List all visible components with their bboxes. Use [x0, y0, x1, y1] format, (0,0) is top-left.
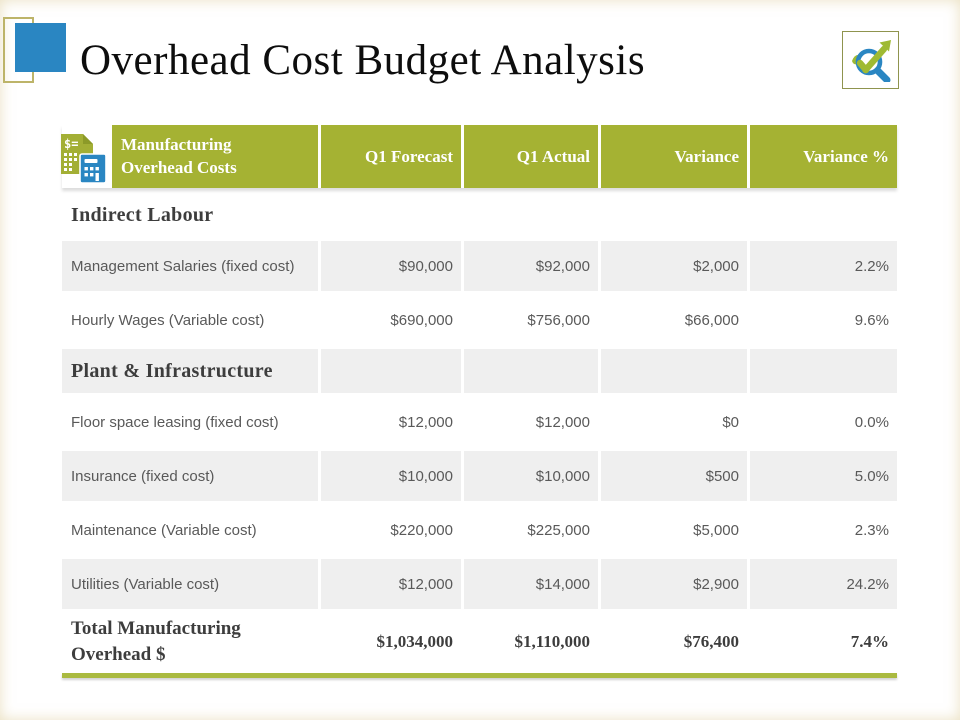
row-label: Floor space leasing (fixed cost) — [71, 413, 279, 431]
invoice-calculator-icon — [59, 133, 107, 185]
row-value: 7.4% — [850, 631, 889, 651]
table-row-data — [62, 241, 897, 291]
row-value: $225,000 — [527, 521, 590, 539]
title-accent-blue-square — [15, 23, 66, 72]
row-value: $12,000 — [398, 413, 453, 431]
row-label: Utilities (Variable cost) — [62, 559, 318, 609]
magnifier-trend-arrow-svg — [849, 38, 893, 82]
row-value — [601, 349, 747, 393]
row-value: $14,000 — [464, 559, 598, 609]
row-label: Hourly Wages (Variable cost) — [71, 311, 265, 329]
column-header-variance — [601, 125, 747, 188]
magnifier-trend-arrow-icon — [842, 31, 899, 89]
row-value — [321, 349, 461, 393]
row-value: 5.0% — [750, 451, 897, 501]
row-value: 0.0% — [854, 413, 889, 431]
row-value — [464, 193, 598, 237]
row-value — [750, 349, 897, 393]
row-value: $5,000 — [693, 521, 739, 539]
table-row-section — [62, 193, 897, 237]
row-label: Insurance (fixed cost) — [62, 451, 318, 501]
row-value: $690,000 — [390, 311, 453, 329]
row-value: 9.6% — [854, 311, 889, 329]
column-header-label: Variance — [674, 146, 739, 166]
column-header-label: Manufacturing Overhead Costs — [121, 135, 237, 177]
row-label: Indirect Labour — [71, 203, 214, 226]
table-row-data — [62, 397, 897, 447]
row-value — [750, 193, 897, 237]
row-label: Maintenance (Variable cost) — [71, 521, 257, 539]
row-value: $756,000 — [527, 311, 590, 329]
row-value: 2.2% — [750, 241, 897, 291]
row-value: $1,034,000 — [376, 631, 453, 651]
row-value: $500 — [601, 451, 747, 501]
column-header-q1-actual — [464, 125, 598, 188]
column-header-label: Variance % — [803, 146, 889, 166]
row-label: Total Manufacturing Overhead $ — [71, 617, 241, 665]
table-row-data — [62, 505, 897, 555]
table-body — [62, 193, 897, 670]
table-row-data — [62, 559, 897, 609]
table-row-section — [62, 349, 897, 393]
row-value: 2.3% — [854, 521, 889, 539]
row-value — [464, 349, 598, 393]
row-value: $2,900 — [601, 559, 747, 609]
table-row-total — [62, 613, 897, 670]
column-header-label: Q1 Forecast — [365, 146, 453, 166]
row-value: $10,000 — [464, 451, 598, 501]
row-value: $1,110,000 — [514, 631, 590, 651]
invoice-calculator-svg — [59, 133, 107, 185]
invoice-glyph-text: $= — [64, 137, 79, 151]
column-header-label: Q1 Actual — [516, 146, 590, 166]
column-header-q1-forecast — [321, 125, 461, 188]
row-value: $12,000 — [535, 413, 590, 431]
page-title: Overhead Cost Budget Analysis — [80, 37, 646, 84]
row-label: Management Salaries (fixed cost) — [62, 241, 318, 291]
row-value: $2,000 — [601, 241, 747, 291]
row-value: $66,000 — [684, 311, 739, 329]
row-value: $220,000 — [390, 521, 453, 539]
row-value: $0 — [722, 413, 739, 431]
table-underline-bar — [62, 673, 897, 678]
table-row-data — [62, 451, 897, 501]
table-header-row — [62, 125, 897, 188]
table-row-data — [62, 295, 897, 345]
column-header-variance-pct — [750, 125, 897, 188]
row-value — [601, 193, 747, 237]
row-value: $10,000 — [321, 451, 461, 501]
column-header-manufacturing-overhead-costs — [112, 125, 318, 188]
row-label: Plant & Infrastructure — [62, 349, 318, 393]
row-value — [321, 193, 461, 237]
row-value: $12,000 — [321, 559, 461, 609]
overhead-cost-table — [62, 125, 897, 678]
row-value: $92,000 — [464, 241, 598, 291]
row-value: $90,000 — [321, 241, 461, 291]
row-value: $76,400 — [683, 631, 739, 651]
row-value: 24.2% — [750, 559, 897, 609]
